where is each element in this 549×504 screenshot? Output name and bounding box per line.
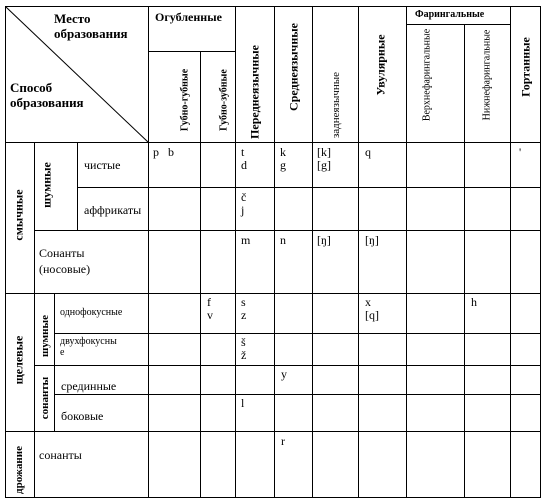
place-of-articulation-label: Место образования [54, 11, 128, 41]
cell-affr-middle [274, 187, 312, 230]
cell-affr-uvular [358, 187, 406, 230]
cell-trill-laryngeal [510, 431, 541, 498]
cell-trill-uvular [358, 431, 406, 498]
cell-pure-back: [k] [g] [312, 142, 358, 187]
cell-mono-upper-pharyngeal [406, 293, 464, 333]
cell-median-upper-pharyngeal [406, 365, 464, 394]
row-header-stops-noisy: шумные [34, 142, 77, 230]
cell-lateral-back [312, 394, 358, 431]
row-header-median: срединные [54, 365, 148, 394]
cell-lateral-front: l [235, 394, 274, 431]
cell-mono-uvular: x [q] [358, 293, 406, 333]
header-labialized: Огубленные [148, 6, 235, 51]
cell-nasal-back: [ŋ] [312, 230, 358, 293]
header-back: заднеязычные [312, 6, 358, 142]
cell-bi-lower-pharyngeal [464, 333, 510, 365]
row-header-fricatives: щелевые [5, 293, 34, 431]
row-header-trill-sonants: сонанты [34, 431, 148, 498]
cell-median-laryngeal [510, 365, 541, 394]
cell-bi-labiodental [200, 333, 235, 365]
cell-bi-back [312, 333, 358, 365]
cell-bi-laryngeal [510, 333, 541, 365]
cell-median-labiodental [200, 365, 235, 394]
cell-mono-back [312, 293, 358, 333]
cell-trill-upper-pharyngeal [406, 431, 464, 498]
cell-mono-front: s z [235, 293, 274, 333]
row-header-bifocal: двухфокусны е [54, 333, 148, 365]
cell-nasal-middle: n [274, 230, 312, 293]
cell-trill-bilabial [148, 431, 200, 498]
cell-median-lower-pharyngeal [464, 365, 510, 394]
cell-lateral-laryngeal [510, 394, 541, 431]
header-uvular: Увулярные [358, 6, 406, 142]
cell-affr-lower-pharyngeal [464, 187, 510, 230]
cell-bi-upper-pharyngeal [406, 333, 464, 365]
cell-median-back [312, 365, 358, 394]
manner-of-articulation-label: Способ образования [10, 80, 84, 110]
header-bilabial: Губно-губные [148, 51, 200, 142]
cell-pure-bilabial: p b [148, 142, 200, 187]
cell-trill-labiodental [200, 431, 235, 498]
cell-pure-front: t d [235, 142, 274, 187]
cell-affr-upper-pharyngeal [406, 187, 464, 230]
cell-nasal-laryngeal [510, 230, 541, 293]
row-header-lateral: боковые [54, 394, 148, 431]
header-middle: Среднеязычные [274, 6, 312, 142]
row-header-stops: смычные [5, 142, 34, 293]
header-labiodental: Губно-зубные [200, 51, 235, 142]
cell-lateral-lower-pharyngeal [464, 394, 510, 431]
cell-nasal-front: m [235, 230, 274, 293]
row-header-monofocal: однофокусные [54, 293, 148, 333]
cell-mono-laryngeal [510, 293, 541, 333]
cell-mono-middle [274, 293, 312, 333]
cell-median-bilabial [148, 365, 200, 394]
cell-pure-middle: k g [274, 142, 312, 187]
cell-lateral-middle [274, 394, 312, 431]
cell-mono-bilabial [148, 293, 200, 333]
cell-affr-back [312, 187, 358, 230]
row-header-affricates: аффрикаты [77, 187, 148, 230]
cell-nasal-upper-pharyngeal [406, 230, 464, 293]
cell-trill-lower-pharyngeal [464, 431, 510, 498]
header-front: Переднеязычные [235, 6, 274, 142]
cell-mono-labiodental: f v [200, 293, 235, 333]
cell-median-middle: y [274, 365, 312, 394]
cell-affr-labiodental [200, 187, 235, 230]
cell-pure-laryngeal: ' [510, 142, 541, 187]
cell-lateral-uvular [358, 394, 406, 431]
cell-pure-upper-pharyngeal [406, 142, 464, 187]
header-pharyngeal: Фарингальные [406, 6, 510, 24]
cell-pure-labiodental [200, 142, 235, 187]
header-lower-pharyngeal: Нижнефарингальные [464, 24, 510, 142]
cell-lateral-labiodental [200, 394, 235, 431]
cell-trill-back [312, 431, 358, 498]
cell-affr-front: č j [235, 187, 274, 230]
cell-pure-lower-pharyngeal [464, 142, 510, 187]
cell-bi-front: š ž [235, 333, 274, 365]
cell-bi-middle [274, 333, 312, 365]
cell-nasal-uvular: [ŋ] [358, 230, 406, 293]
cell-pure-uvular: q [358, 142, 406, 187]
cell-nasal-bilabial [148, 230, 200, 293]
cell-affr-laryngeal [510, 187, 541, 230]
cell-nasal-lower-pharyngeal [464, 230, 510, 293]
row-header-pure: чистые [77, 142, 148, 187]
row-header-fric-noisy: шумные [34, 293, 54, 365]
cell-median-uvular [358, 365, 406, 394]
row-header-nasal-sonants: Сонанты (носовые) [34, 230, 148, 293]
cell-bi-uvular [358, 333, 406, 365]
cell-affr-bilabial [148, 187, 200, 230]
cell-bi-bilabial [148, 333, 200, 365]
cell-trill-front [235, 431, 274, 498]
row-header-trill: дрожание [5, 431, 34, 498]
cell-lateral-bilabial [148, 394, 200, 431]
cell-lateral-upper-pharyngeal [406, 394, 464, 431]
cell-trill-middle: r [274, 431, 312, 498]
cell-median-front [235, 365, 274, 394]
cell-nasal-labiodental [200, 230, 235, 293]
header-upper-pharyngeal: Верхнефарингальные [406, 24, 464, 142]
corner-header-cell [5, 6, 148, 142]
cell-mono-lower-pharyngeal: h [464, 293, 510, 333]
header-laryngeal: Гортанные [510, 6, 541, 142]
row-header-fric-sonants: сонанты [34, 365, 54, 431]
